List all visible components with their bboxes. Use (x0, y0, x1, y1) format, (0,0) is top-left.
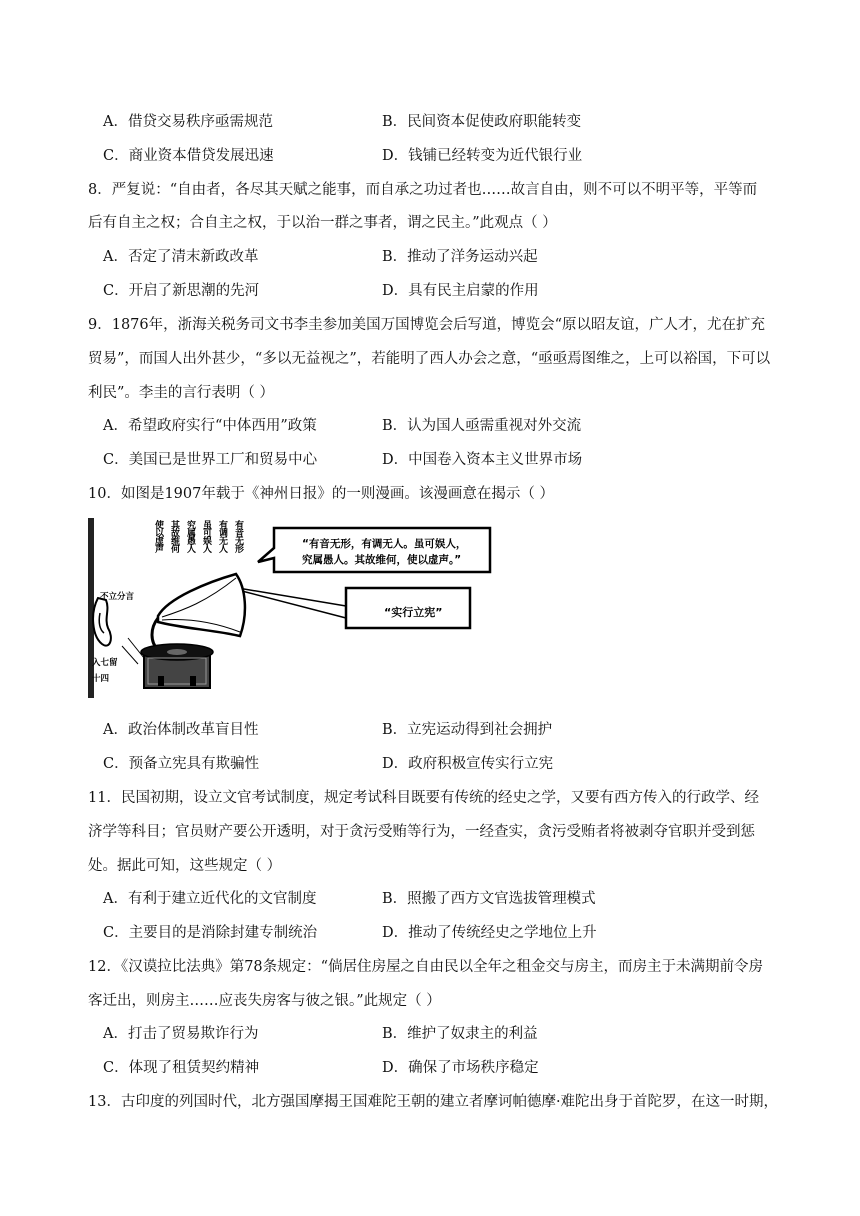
q12-option-c[interactable]: C．体现了租赁契约精神 (103, 1060, 260, 1076)
cartoon-vertical-col: 虽可娱人 (201, 520, 211, 552)
q11-stem-line-2: 济学等科目；官员财产要公开透明，对于贪污受贿等行为，一经查实，贪污受贿者将被剥夺官职并受到惩 (88, 824, 755, 840)
cartoon-vertical-text (152, 520, 245, 552)
q10-stem-line-1: 10．如图是1907年载于《神州日报》的一则漫画。该漫画意在揭示（ ） (88, 486, 554, 502)
q12-option-a[interactable]: A．打击了贸易欺诈行为 (103, 1026, 259, 1042)
q12-option-b[interactable]: B．维护了奴隶主的利益 (382, 1026, 538, 1042)
q7-option-c[interactable]: C．商业资本借贷发展迅速 (103, 148, 274, 164)
q10-cartoon (88, 518, 494, 698)
q7-option-d[interactable]: D．钱铺已经转变为近代银行业 (382, 148, 583, 164)
cartoon-speech-line-1: “有音无形，有调无人。虽可娱人， (302, 538, 467, 550)
cartoon-vertical-col: 有音无形 (233, 520, 243, 552)
q10-option-a[interactable]: A．政治体制改革盲目性 (103, 722, 259, 738)
q9-option-b[interactable]: B．认为国人亟需重视对外交流 (382, 418, 582, 434)
cartoon-vertical-col: 其故维何 (169, 520, 179, 552)
q9-stem-line-1: 9．1876年，浙海关税务司文书李圭参加美国万国博览会后写道，博览会“原以昭友谊，广人才，尤在扩充 (88, 317, 766, 333)
q10-option-c[interactable]: C．预备立宪具有欺骗性 (103, 756, 260, 772)
q7-option-b[interactable]: B．民间资本促使政府职能转变 (382, 114, 582, 130)
q9-stem-line-2: 贸易”，而国人出外甚少，“多以无益视之”，若能明了西人办会之意，“亟亟焉图维之，上可以裕国，下可以 (88, 351, 771, 367)
cartoon-speech-text (302, 536, 466, 568)
q8-option-d[interactable]: D．具有民主启蒙的作用 (382, 283, 539, 299)
cartoon-corner-text (92, 655, 118, 687)
q9-stem-line-3: 利民”。李圭的言行表明（ ） (88, 385, 275, 401)
cartoon-sign-text: 不立分言 (100, 592, 135, 602)
q11-option-d[interactable]: D．推动了传统经史之学地位上升 (382, 925, 597, 941)
cartoon-speech-line-2: 究属愚人。其故维何，使以虚声。” (302, 554, 462, 566)
q11-stem-line-1: 11．民国初期，设立文官考试制度，规定考试科目既要有传统的经史之学，又要有西方传入的行政学、经 (88, 790, 759, 806)
cartoon-corner-line-1: 入七留 (92, 658, 118, 668)
q8-stem-line-1: 8．严复说：“自由者，各尽其天赋之能事，而自承之功过者也……故言自由，则不可以不明平等，平等而 (88, 182, 758, 198)
q12-stem-line-1: 12．《汉谟拉比法典》第78条规定：“倘居住房屋之自由民以全年之租金交与房主，而房主于未满期前令房 (88, 959, 764, 975)
cartoon-vertical-col: 有调无人 (217, 520, 227, 552)
q10-option-b[interactable]: B．立宪运动得到社会拥护 (382, 722, 553, 738)
q11-option-b[interactable]: B．照搬了西方文官选拔管理模式 (382, 891, 596, 907)
q8-option-b[interactable]: B．推动了洋务运动兴起 (382, 249, 538, 265)
q11-option-c[interactable]: C．主要目的是消除封建专制统治 (103, 925, 318, 941)
q13-stem-line-1: 13．古印度的列国时代，北方强国摩揭王国难陀王朝的建立者摩诃帕德摩·难陀出身于首陀罗，在这一时期， (88, 1094, 779, 1110)
q7-option-a[interactable]: A．借贷交易秩序亟需规范 (103, 114, 273, 130)
q12-option-d[interactable]: D．确保了市场秩序稳定 (382, 1060, 539, 1076)
cartoon-box-text: “实行立宪” (384, 606, 443, 619)
q10-option-d[interactable]: D．政府积极宣传实行立宪 (382, 756, 554, 772)
cartoon-vertical-col: 究属愚人 (185, 520, 195, 552)
q8-stem-line-2: 后有自主之权；合自主之权，于以治一群之事者，谓之民主。”此观点（ ） (88, 215, 557, 231)
q9-option-d[interactable]: D．中国卷入资本主义世界市场 (382, 452, 583, 468)
q11-stem-line-3: 处。据此可知，这些规定（ ） (88, 858, 282, 874)
q11-option-a[interactable]: A．有利于建立近代化的文官制度 (103, 891, 317, 907)
cartoon-vertical-col: 使以虚声 (153, 520, 163, 552)
q9-option-c[interactable]: C．美国已是世界工厂和贸易中心 (103, 452, 318, 468)
q8-option-a[interactable]: A．否定了清末新政改革 (103, 249, 259, 265)
q8-option-c[interactable]: C．开启了新思潮的先河 (103, 283, 260, 299)
q9-option-a[interactable]: A．希望政府实行“中体西用”政策 (103, 418, 317, 434)
cartoon-corner-line-2: 十四 (92, 674, 110, 684)
q12-stem-line-2: 客迁出，则房主……应丧失房客与彼之银。”此规定（ ） (88, 993, 441, 1009)
